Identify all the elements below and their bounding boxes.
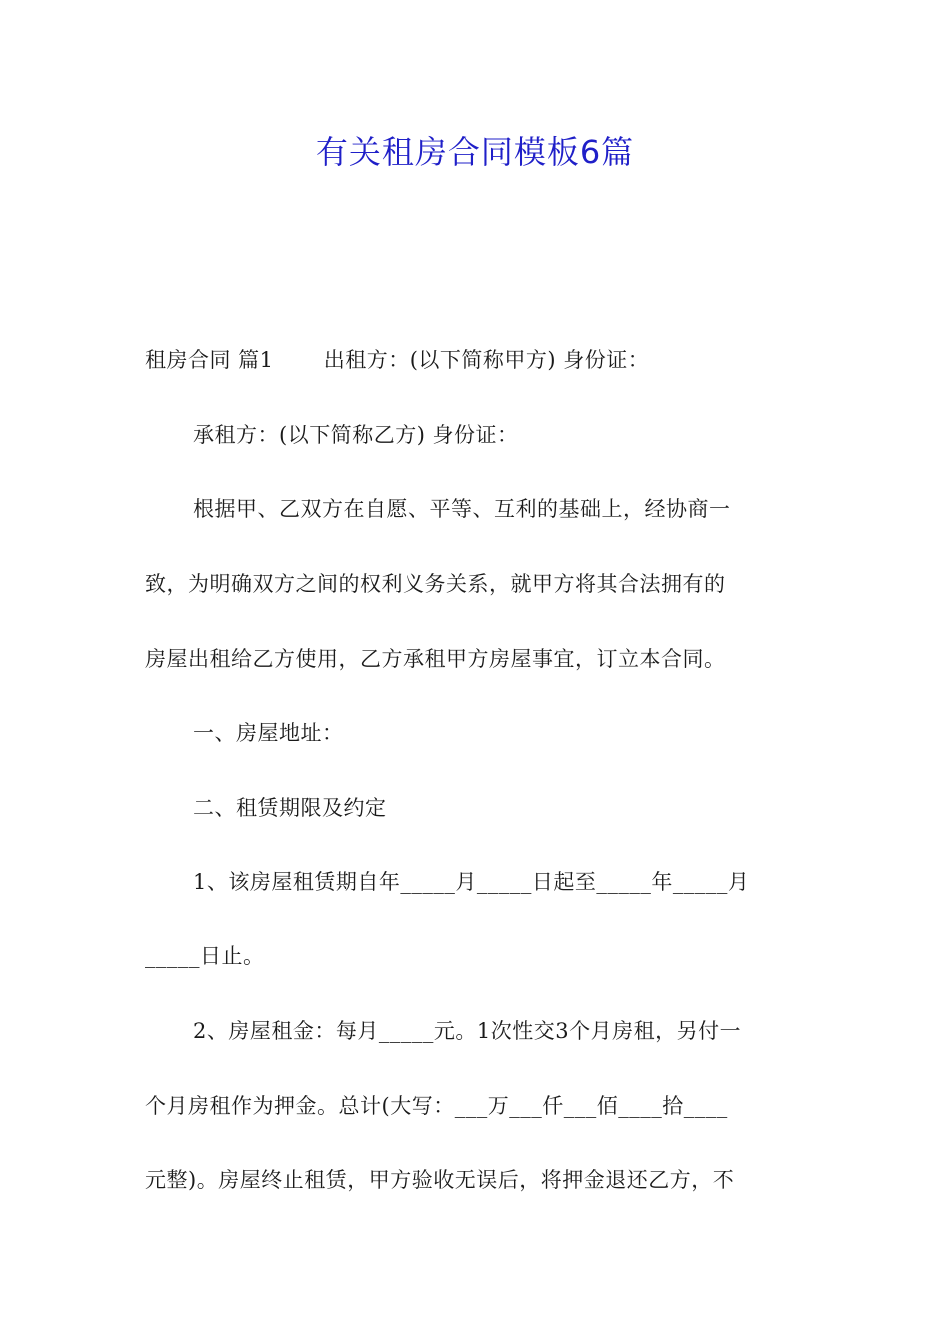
section-heading-address: 一、房屋地址： <box>193 721 344 745</box>
text-line: 房屋出租给乙方使用，乙方承租甲方房屋事宜，订立本合同。 <box>145 647 726 671</box>
section-heading-term: 二、租赁期限及约定 <box>193 796 387 820</box>
text-line: 根据甲、乙双方在自愿、平等、互利的基础上，经协商一 <box>193 497 731 521</box>
text-line: 元整)。房屋终止租赁，甲方验收无误后，将押金退还乙方，不 <box>145 1168 735 1192</box>
document-title: 有关租房合同模板6篇 <box>315 133 635 171</box>
text-line: 2、房屋租金：每月_____元。1次性交3个月房租，另付一 <box>193 1019 742 1043</box>
text-line-tenant: 承租方：(以下简称乙方) 身份证： <box>193 423 519 447</box>
text-line: 个月房租作为押金。总计(大写：___万___仟___佰____拾____ <box>145 1094 728 1118</box>
text-line: 1、该房屋租赁期自年_____月_____日起至_____年_____月 <box>193 870 750 894</box>
text-line-heading: 租房合同 篇1 出租方：(以下简称甲方) 身份证： <box>145 348 650 372</box>
text-line: _____日止。 <box>145 944 265 968</box>
text-line: 致，为明确双方之间的权利义务关系，就甲方将其合法拥有的 <box>145 572 726 596</box>
